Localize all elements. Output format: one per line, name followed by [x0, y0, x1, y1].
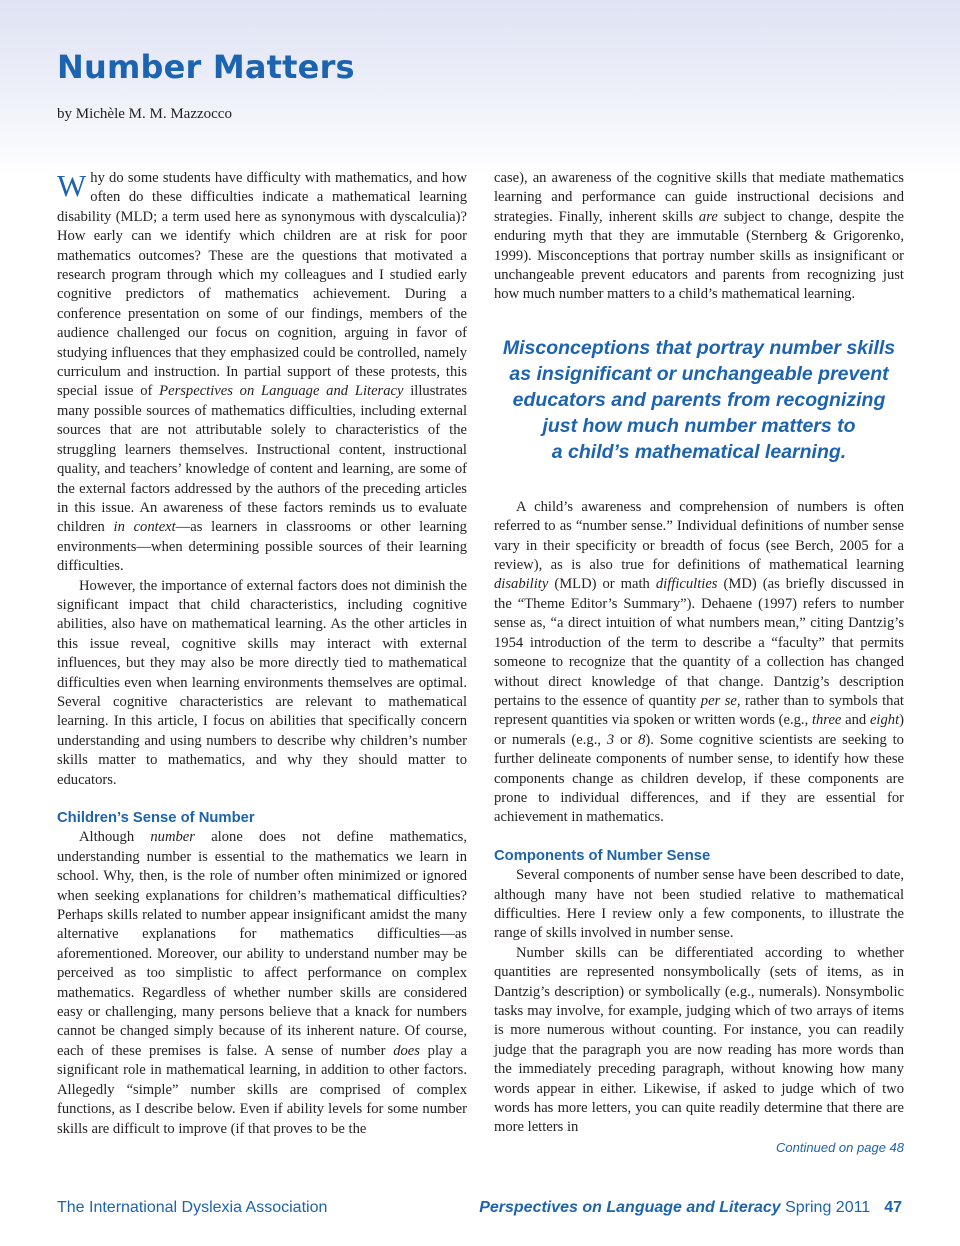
- page-number: 47: [884, 1199, 902, 1216]
- footer-issue: Spring 2011: [785, 1199, 871, 1216]
- body-paragraph: However, the importance of external factors does not diminish the significant impact that child characteristics, including cognitive abilities, also have on mathematical learning. As the other articles in this issue reveal, cognitive skills may interact with external influences, but they may also be more directly tied to mathematical difficulties even when learning environments themselves are optimal. Several cognitive characteristics are relevant to mathematical learning. In this article, I focus on abilities that specifically concern understanding and using numbers to describe why children’s number skills matter to mathematics, and why they should matter to educators.: [57, 577, 467, 788]
- body-paragraph: case), an awareness of the cognitive skills that mediate mathematics learning and performance can guide instructional decisions and strategies. Finally, inherent skills are subject to change, despite the enduring myth that they are immutable (Sternberg & Grigorenko, 1999). Misconceptions that portray number skills as insignificant or unchangeable prevent educators and parents from recognizing just how much number matters to a child’s mathematical learning.: [494, 170, 904, 303]
- drop-cap: W: [57, 168, 87, 203]
- footer-organization: The International Dyslexia Association: [57, 1199, 328, 1216]
- pull-quote: [494, 335, 904, 465]
- continued-on-link[interactable]: Continued on page 48: [776, 1139, 904, 1155]
- section-heading-childrens-sense-of-number: Children’s Sense of Number: [57, 810, 255, 826]
- right-column: [494, 169, 904, 1157]
- footer-journal: Perspectives on Language and Literacy: [479, 1199, 781, 1216]
- pull-quote-line: Misconceptions that portray number skills: [502, 336, 896, 359]
- body-paragraph: Several components of number sense have been described to date, although many have not been studied relative to mathematical difficulties. Here I review only a few components, to illustrate the range of skills involved in number sense.: [494, 867, 904, 942]
- pull-quote-line: just how much number matters to: [542, 414, 856, 437]
- body-paragraph: A child’s awareness and comprehension of numbers is often referred to as “number sense.” Individual definitions of number sense vary in their specificity or breadth of focus (see Berch, 2005 for a review), as is also true for definitions of mathematical learning disability (MLD) or math difficulties (MD) (as briefly discussed in the “Theme Editor’s Summary”). Dehaene (1997) refers to number sense as, “a direct intuition of what numbers mean,” citing Dantzig’s 1954 introduction of the term to describe a “faculty” that permits someone to recognize that the quantity of a collection has changed without direct knowledge of that change. Dantzig’s description pertains to the essence of quantity per se, rather than to symbols that represent quantities via spoken or written words (e.g., three and eight) or numerals (e.g., 3 or 8). Some cognitive scientists are seeking to further delineate components of number sense, to identify how these components change as children develop, if these components are prone to individual differences, and if they are essential for achievement in mathematics.: [494, 498, 904, 826]
- pull-quote-line: a child’s mathematical learning.: [551, 440, 847, 463]
- body-paragraph: Although number alone does not define mathematics, understanding number is essential to the mathematics we learn in school. Why, then, is the role of number often minimized or ignored when seeking explanations for children’s mathematical difficulties? Perhaps skills related to number appear insignificant amidst the many alternative explanations for mathematics difficulties—as aforementioned. Moreover, our ability to understand number may be perceived as too simplistic to affect performance on complex mathematics. Regardless of whether number skills are considered easy or challenging, many persons believe that a knack for numbers cannot be changed simply because of its inherent nature. Of course, each of these premises is false. A sense of number does play a significant role in mathematical learning, in addition to other factors. Allegedly “simple” number skills are comprised of complex functions, as I describe below. Even if ability levels for some number skills are difficult to improve (if that proves to be the: [57, 829, 468, 1137]
- body-paragraph: Number skills can be differentiated according to whether quantities are represented nonsymbolically (sets of items, as in Dantzig’s description) or symbolically (e.g., numerals). Nonsymbolic tasks may involve, for example, judging which of two arrays of items is more numerous without counting. For instance, you can readily judge that the paragraph you are now reading has more words than the immediately preceding paragraph, without knowing how many words appear in either. Likewise, if asked to judge which of two words has more letters, you can quite readily determine that there are more letters in: [494, 944, 904, 1136]
- pull-quote-line: as insignificant or unchangeable prevent: [509, 362, 889, 385]
- byline: by Michèle M. M. Mazzocco: [57, 106, 232, 122]
- section-heading-components-of-number-sense: Components of Number Sense: [494, 847, 711, 864]
- pull-quote-line: educators and parents from recognizing: [512, 388, 886, 411]
- left-column: [57, 169, 467, 1139]
- header-band: [0, 0, 960, 175]
- article-title: Number Matters: [57, 48, 355, 86]
- intro-paragraph: Why do some students have difficulty with mathematics, and how often do these difficulties indicate a mathematical learning disability (MLD; a term used here as synonymous with dyscalculia)? How early can we identify which children are at risk for poor mathematics outcomes? These are the questions that motivated a research program through which my colleagues and I studied early cognitive predictors of mathematics achievement. During a conference presentation on some of our findings, members of the audience challenged our focus on cognition, arguing in favor of studying influences that they emphasized could be controlled, namely curriculum and instruction. In partial support of these protests, this special issue of Perspectives on Language and Literacy illustrates many possible sources of mathematics difficulties, including external sources that are not attributable solely to characteristics of the struggling learners themselves. Instructional content, instructional quality, and teachers’ knowledge of content and learning, are some of the external factors addressed by the authors of the preceding articles in this issue. An awareness of these factors reminds us to evaluate children in context—as learners in classrooms or other learning environments—when determining possible sources of their learning difficulties.: [57, 168, 467, 575]
- footer-publication: [479, 1199, 902, 1217]
